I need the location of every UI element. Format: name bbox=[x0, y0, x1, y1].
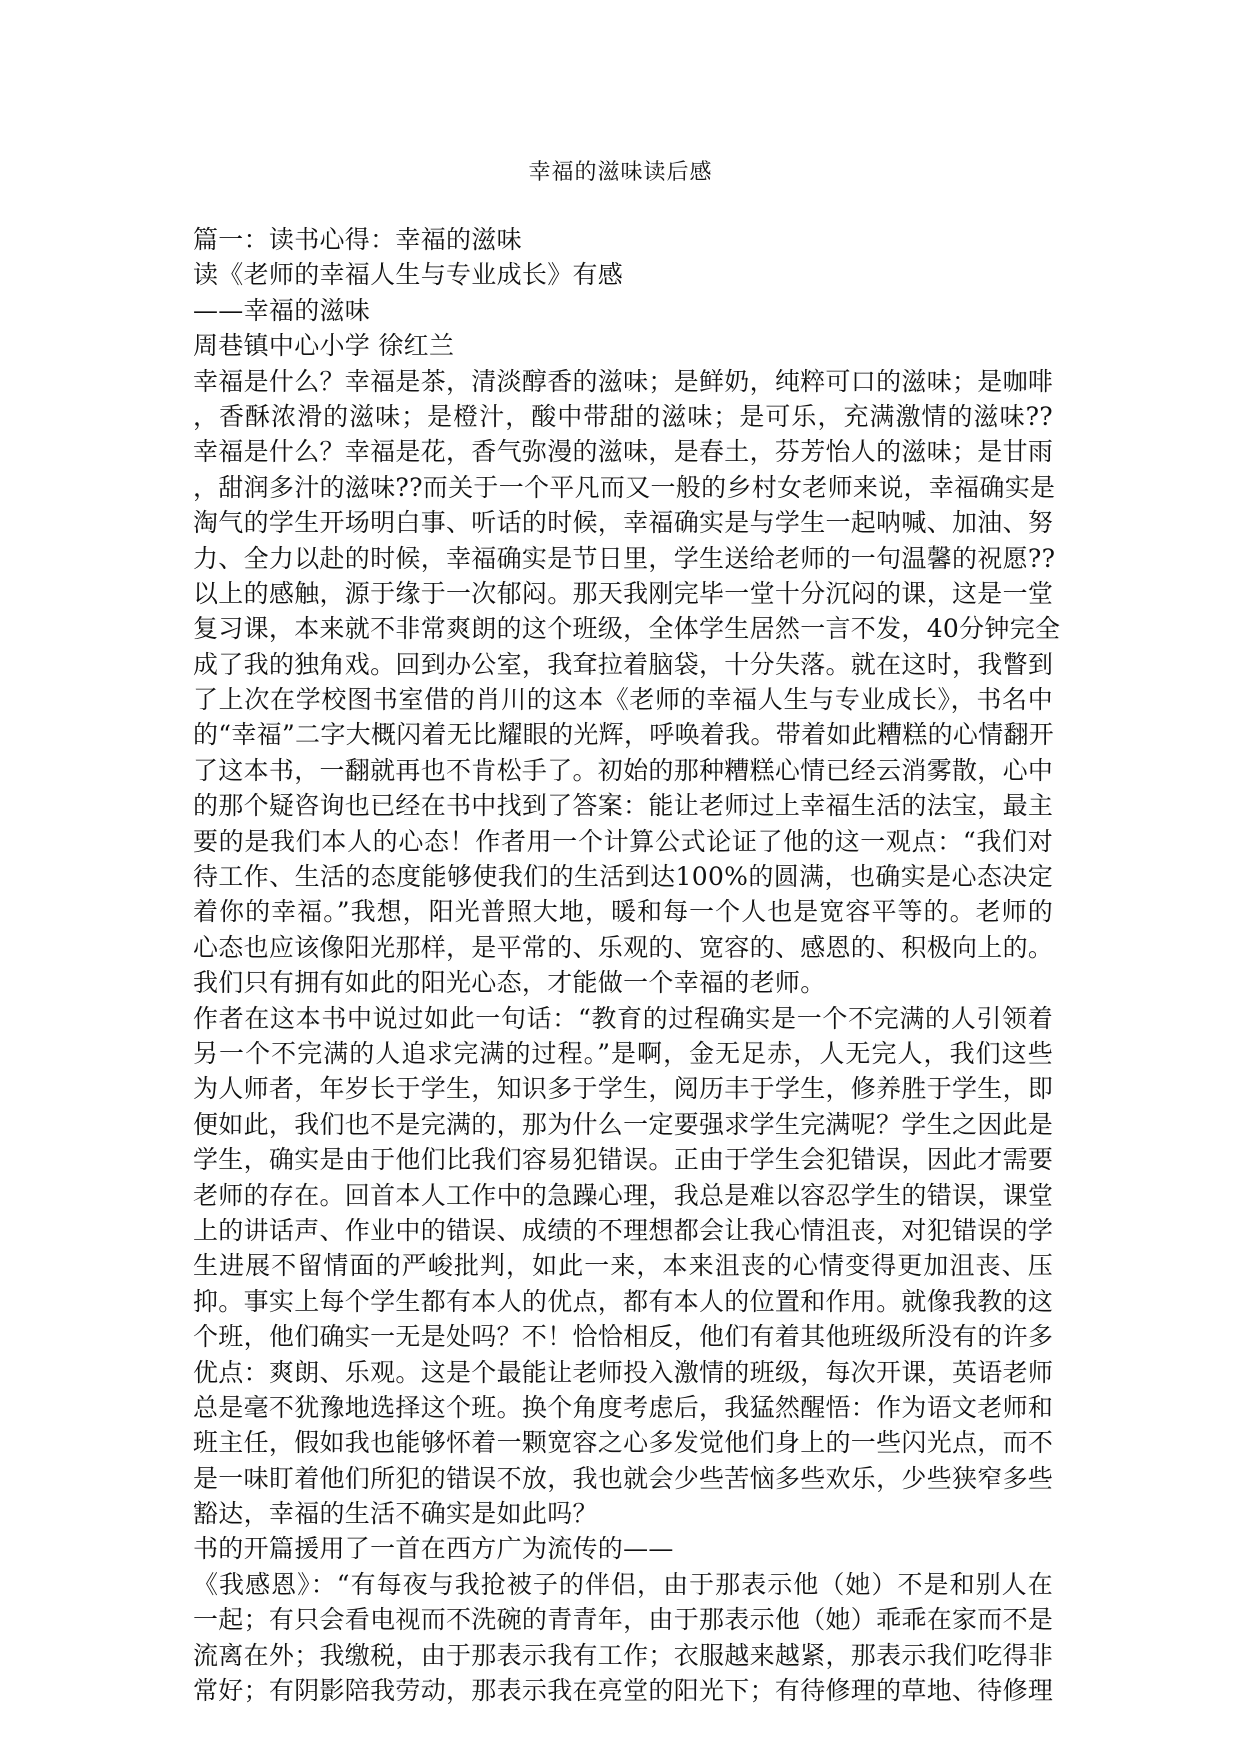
text-line: 着你的幸福。”我想，阳光普照大地，暖和每一个人也是宽容平等的。老师的 bbox=[193, 897, 1053, 927]
text-line: 作者在这本书中说过如此一句话：“教育的过程确实是一个不完满的人引领着 bbox=[193, 1003, 1053, 1033]
text-line: 了这本书，一翻就再也不肯松手了。初始的那种糟糕心情已经云消雾散，心中 bbox=[193, 755, 1054, 785]
document-body bbox=[193, 222, 1061, 1708]
text-line: 是一味盯着他们所犯的错误不放，我也就会少些苦恼多些欢乐，少些狭窄多些 bbox=[193, 1463, 1054, 1493]
text-line: 个班，他们确实一无是处吗？不！恰恰相反，他们有着其他班级所没有的许多 bbox=[193, 1322, 1054, 1352]
text-line: 便如此，我们也不是完满的，那为什么一定要强求学生完满呢？学生之因此是 bbox=[193, 1109, 1054, 1139]
text-line: 我们只有拥有如此的阳光心态，才能做一个幸福的老师。 bbox=[193, 968, 826, 998]
text-line: ，甜润多汁的滋味??而关于一个平凡而又一般的乡村女老师来说，幸福确实是 bbox=[193, 472, 1056, 502]
text-line: 另一个不完满的人追求完满的过程。”是啊，金无足赤，人无完人，我们这些 bbox=[193, 1038, 1053, 1068]
text-line: 淘气的学生开场明白事、听话的时候，幸福确实是与学生一起呐喊、加油、努 bbox=[193, 508, 1054, 538]
text-line: 幸福是什么？幸福是茶，清淡醇香的滋味；是鲜奶，纯粹可口的滋味；是咖啡 bbox=[193, 366, 1054, 396]
text-line: 豁达，幸福的生活不确实是如此吗？ bbox=[193, 1499, 598, 1529]
text-line: 常好；有阴影陪我劳动，那表示我在亮堂的阳光下；有待修理的草地、待修理 bbox=[193, 1676, 1054, 1706]
text-line: 心态也应该像阳光那样，是平常的、乐观的、宽容的、感恩的、积极向上的。 bbox=[193, 932, 1054, 962]
text-line: 周巷镇中心小学 徐红兰 bbox=[193, 331, 455, 361]
text-line: 篇一：读书心得：幸福的滋味 bbox=[193, 225, 522, 254]
text-line: ——幸福的滋味 bbox=[193, 295, 371, 325]
text-line: 复习课，本来就不非常爽朗的这个班级，全体学生居然一言不发，40分钟完全 bbox=[193, 614, 1061, 644]
text-line: 班主任，假如我也能够怀着一颗宽容之心多发觉他们身上的一些闪光点，而不 bbox=[193, 1428, 1054, 1458]
text-line: 的那个疑咨询也已经在书中找到了答案：能让老师过上幸福生活的法宝，最主 bbox=[193, 791, 1054, 821]
text-line: 为人师者，年岁长于学生，知识多于学生，阅历丰于学生，修养胜于学生，即 bbox=[193, 1074, 1054, 1104]
text-line: 优点：爽朗、乐观。这是个最能让老师投入激情的班级，每次开课，英语老师 bbox=[193, 1357, 1054, 1387]
text-line: 老师的存在。回首本人工作中的急躁心理，我总是难以容忍学生的错误，课堂 bbox=[193, 1180, 1054, 1210]
text-line: 的“幸福”二字大概闪着无比耀眼的光辉，呼唤着我。带着如此糟糕的心情翻开 bbox=[193, 720, 1055, 750]
text-line: ，香酥浓滑的滋味；是橙汁，酸中带甜的滋味；是可乐，充满激情的滋味?? bbox=[193, 401, 1053, 431]
text-line: 一起；有只会看电视而不洗碗的青青年，由于那表示他（她）乖乖在家而不是 bbox=[193, 1605, 1054, 1635]
text-line: 要的是我们本人的心态！作者用一个计算公式论证了他的这一观点：“我们对 bbox=[193, 826, 1053, 856]
text-line: 《我感恩》：“有每夜与我抢被子的伴侣，由于那表示他（她）不是和别人在 bbox=[193, 1569, 1053, 1599]
text-line: 了上次在学校图书室借的肖川的这本《老师的幸福人生与专业成长》，书名中 bbox=[193, 685, 1053, 715]
text-line: 上的讲话声、作业中的错误、成绩的不理想都会让我心情沮丧，对犯错误的学 bbox=[193, 1215, 1054, 1245]
text-line: 总是毫不犹豫地选择这个班。换个角度考虑后，我猛然醒悟：作为语文老师和 bbox=[193, 1392, 1054, 1422]
text-line: 流离在外；我缴税，由于那表示我有工作；衣服越来越紧，那表示我们吃得非 bbox=[193, 1640, 1054, 1670]
text-line: 学生，确实是由于他们比我们容易犯错误。正由于学生会犯错误，因此才需要 bbox=[193, 1145, 1054, 1175]
text-line: 力、全力以赴的时候，幸福确实是节日里，学生送给老师的一句温馨的祝愿?? bbox=[193, 543, 1056, 573]
text-line: 生进展不留情面的严峻批判，如此一来，本来沮丧的心情变得更加沮丧、压 bbox=[193, 1251, 1053, 1281]
text-line: 待工作、生活的态度能够使我们的生活到达100%的圆满，也确实是心态决定 bbox=[193, 862, 1053, 892]
text-line: 幸福是什么？幸福是花，香气弥漫的滋味，是春土，芬芳怡人的滋味；是甘雨 bbox=[193, 437, 1054, 467]
text-line: 抑。事实上每个学生都有本人的优点，都有本人的位置和作用。就像我教的这 bbox=[193, 1286, 1054, 1316]
text-line: 以上的感触，源于缘于一次郁闷。那天我刚完毕一堂十分沉闷的课，这是一堂 bbox=[193, 578, 1054, 608]
text-line: 书的开篇援用了一首在西方广为流传的—— bbox=[193, 1534, 674, 1564]
document-title: 幸福的滋味读后感 bbox=[528, 160, 713, 185]
text-line: 读《老师的幸福人生与专业成长》有感 bbox=[193, 260, 624, 290]
text-line: 成了我的独角戏。回到办公室，我耷拉着脑袋，十分失落。就在这时，我瞥到 bbox=[193, 649, 1054, 679]
